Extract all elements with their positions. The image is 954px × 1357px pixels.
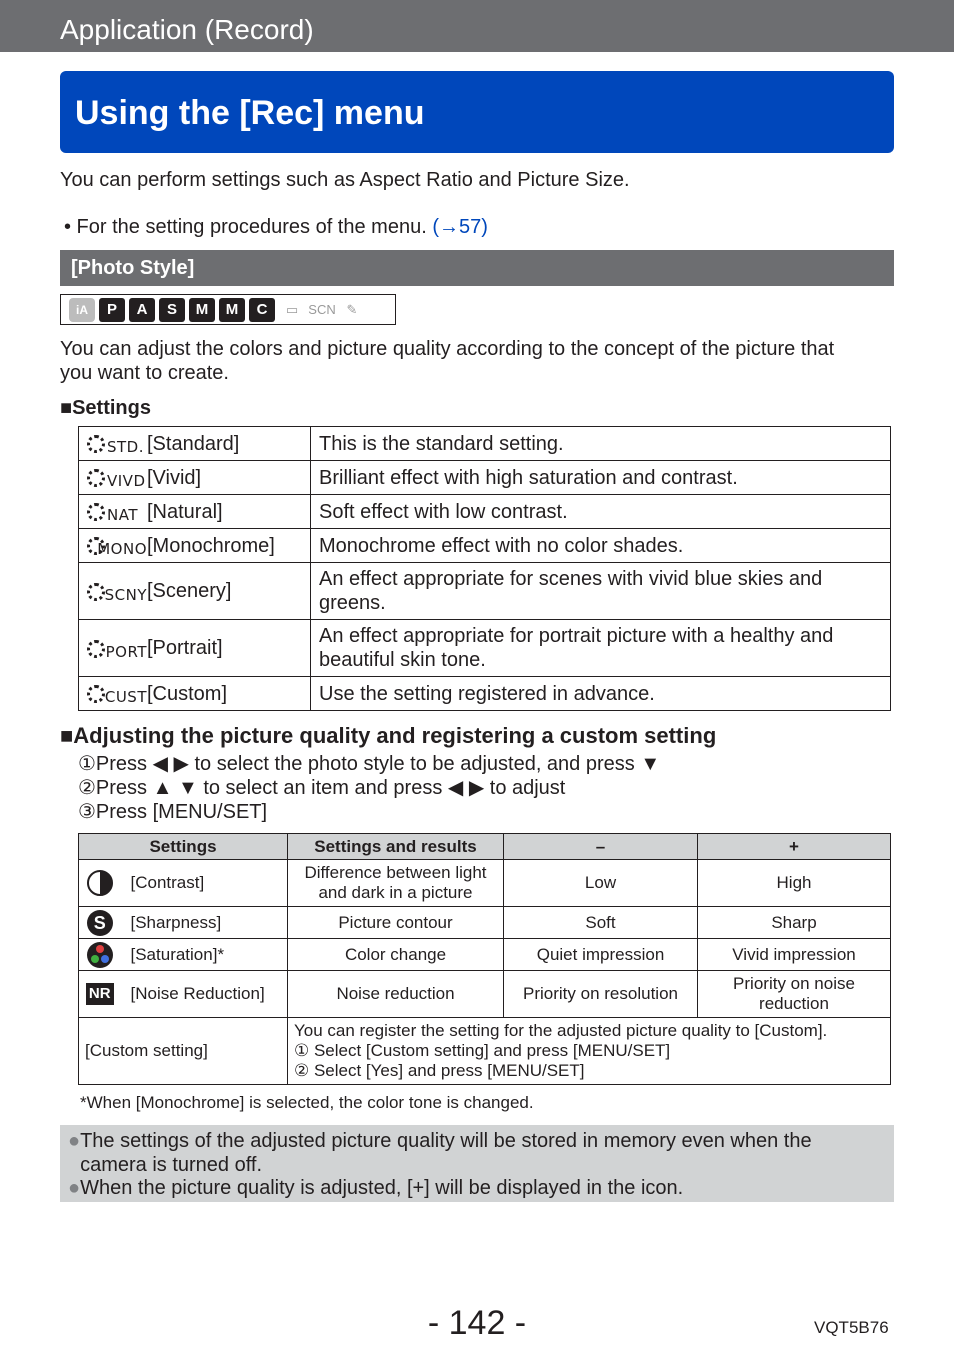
table-row [79, 939, 891, 971]
bullet-icon: ● [68, 1177, 81, 1199]
photo-style-description: Soft effect with low contrast. [311, 495, 891, 529]
custom-line-2: ① Select [Custom setting] and press [MENU/SET] [294, 1041, 671, 1060]
photo-style-description: Use the setting registered in advance. [311, 677, 891, 711]
custom-setting-name: [Custom setting] [79, 1018, 288, 1085]
photo-style-name: [Monochrome] [147, 534, 275, 557]
setting-plus: Priority on noise reduction [698, 971, 891, 1018]
table-row [79, 563, 891, 620]
sharpness-icon: S [87, 910, 113, 936]
setting-name: [Noise Reduction] [121, 971, 288, 1018]
setting-minus: Priority on resolution [504, 971, 698, 1018]
photo-style-code: PORT [105, 642, 147, 661]
column-header-minus: – [504, 834, 698, 860]
photo-style-description: An effect appropriate for scenes with vivid blue skies and greens. [311, 563, 891, 620]
photo-style-code: NAT [107, 506, 138, 525]
mode-a-icon: A [129, 298, 155, 322]
photo-style-code: SCNY [104, 585, 147, 604]
custom-line-1: You can register the setting for the adjusted picture quality to [Custom]. [294, 1021, 828, 1040]
photo-style-code: MONO [97, 540, 147, 559]
setting-minus: Soft [504, 907, 698, 939]
page-number: - 142 - [427, 1304, 527, 1342]
mode-creative-icon: ✎ [346, 301, 358, 317]
page-link[interactable]: (→57) [432, 216, 488, 238]
custom-line-3: ② Select [Yes] and press [MENU/SET] [294, 1061, 585, 1080]
photo-style-heading: [Photo Style] [71, 257, 195, 279]
page-title-banner [60, 71, 894, 153]
photo-style-name: [Custom] [147, 682, 228, 705]
mode-m-icon: M [189, 298, 215, 322]
photo-style-description-1: You can adjust the colors and picture quality according to the concept of the picture that [60, 338, 835, 360]
table-row [79, 860, 891, 907]
photo-style-table [78, 426, 891, 711]
photo-style-code: CUST [104, 688, 147, 707]
table-row [79, 1018, 891, 1085]
setting-result: Color change [288, 939, 504, 971]
table-row [79, 677, 891, 711]
table-row [79, 907, 891, 939]
contrast-icon [87, 870, 113, 896]
noise-reduction-icon: NR [86, 983, 114, 1005]
column-header-settings: Settings [79, 834, 288, 860]
settings-heading: ■Settings [60, 397, 151, 419]
note-1-text: The settings of the adjusted picture quality will be stored in memory even when the camera is turned off. [80, 1130, 812, 1176]
setting-name: [Sharpness] [121, 907, 288, 939]
column-header-results: Settings and results [288, 834, 504, 860]
photo-style-name: [Vivid] [147, 466, 202, 489]
photo-style-icon [85, 535, 147, 557]
photo-style-icon [85, 683, 147, 705]
photo-style-name: [Standard] [147, 432, 240, 455]
bullet-icon: ● [68, 1130, 81, 1152]
photo-style-name: [Portrait] [147, 637, 223, 659]
section-title: Application (Record) [60, 14, 314, 45]
table-row [79, 495, 891, 529]
setting-plus: High [698, 860, 891, 907]
photo-style-icon [85, 638, 147, 660]
note-1 [68, 1129, 888, 1177]
photo-style-description: Monochrome effect with no color shades. [311, 529, 891, 563]
mode-s-icon: S [159, 298, 185, 322]
photo-style-star-icon [85, 467, 107, 489]
table-row [79, 971, 891, 1018]
procedure-note-text: • For the setting procedures of the menu. [64, 216, 433, 238]
photo-style-description: Brilliant effect with high saturation and contrast. [311, 461, 891, 495]
saturation-icon [87, 942, 113, 968]
footnote: *When [Monochrome] is selected, the color tone is changed. [80, 1093, 534, 1112]
table-row [79, 529, 891, 563]
custom-setting-desc [288, 1018, 891, 1085]
photo-style-name: [Natural] [147, 500, 223, 523]
notes-box [60, 1125, 894, 1202]
step-2: ②Press ▲ ▼ to select an item and press ◀ ▶ to adjust [78, 777, 566, 799]
setting-name: [Contrast] [121, 860, 288, 907]
setting-minus: Quiet impression [504, 939, 698, 971]
photo-style-star-icon [85, 433, 107, 455]
adjusting-heading: ■Adjusting the picture quality and registering a custom setting [60, 723, 717, 748]
setting-plus: Sharp [698, 907, 891, 939]
photo-style-icon [85, 433, 147, 455]
photo-style-icon [85, 501, 147, 523]
photo-style-icon [85, 581, 147, 603]
photo-style-name: [Scenery] [147, 580, 232, 602]
picture-quality-table [78, 833, 891, 1085]
mode-movie-m-icon: M [219, 298, 245, 322]
photo-style-star-icon [85, 581, 105, 603]
photo-style-heading-bar [60, 250, 894, 286]
column-header-plus: + [698, 834, 891, 860]
table-header-row [79, 834, 891, 860]
photo-style-star-icon [85, 535, 97, 557]
table-row [79, 461, 891, 495]
photo-style-description: An effect appropriate for portrait picture with a healthy and beautiful skin tone. [311, 620, 891, 677]
setting-result: Difference between light and dark in a picture [288, 860, 504, 907]
mode-panorama-icon: ▭ [285, 301, 299, 317]
photo-style-code: VIVD [107, 472, 146, 491]
mode-scn-icon: SCN [308, 302, 336, 317]
document-code: VQT5B76 [814, 1318, 889, 1337]
mode-p-icon: P [99, 298, 125, 322]
setting-plus: Vivid impression [698, 939, 891, 971]
photo-style-star-icon [85, 683, 105, 705]
note-2 [68, 1176, 888, 1200]
setting-minus: Low [504, 860, 698, 907]
note-2-text: When the picture quality is adjusted, [+] will be displayed in the icon. [80, 1177, 684, 1199]
mode-ia-icon: iA [69, 298, 95, 322]
mode-c-icon: C [249, 298, 275, 322]
photo-style-star-icon [85, 501, 107, 523]
recording-modes-strip [60, 294, 396, 325]
step-1: ①Press ◀ ▶ to select the photo style to be adjusted, and press ▼ [78, 753, 661, 775]
procedure-note [64, 215, 488, 239]
setting-result: Noise reduction [288, 971, 504, 1018]
photo-style-icon [85, 467, 147, 489]
intro-text: You can perform settings such as Aspect Ratio and Picture Size. [60, 169, 630, 191]
section-header-bar [0, 0, 954, 52]
step-3: ③Press [MENU/SET] [78, 801, 268, 823]
table-row [79, 427, 891, 461]
table-row [79, 620, 891, 677]
photo-style-star-icon [85, 638, 106, 660]
photo-style-code: STD. [107, 438, 145, 457]
photo-style-description-2: you want to create. [60, 362, 229, 384]
page-title: Using the [Rec] menu [75, 94, 425, 132]
setting-name: [Saturation]* [121, 939, 288, 971]
photo-style-description: This is the standard setting. [311, 427, 891, 461]
setting-result: Picture contour [288, 907, 504, 939]
